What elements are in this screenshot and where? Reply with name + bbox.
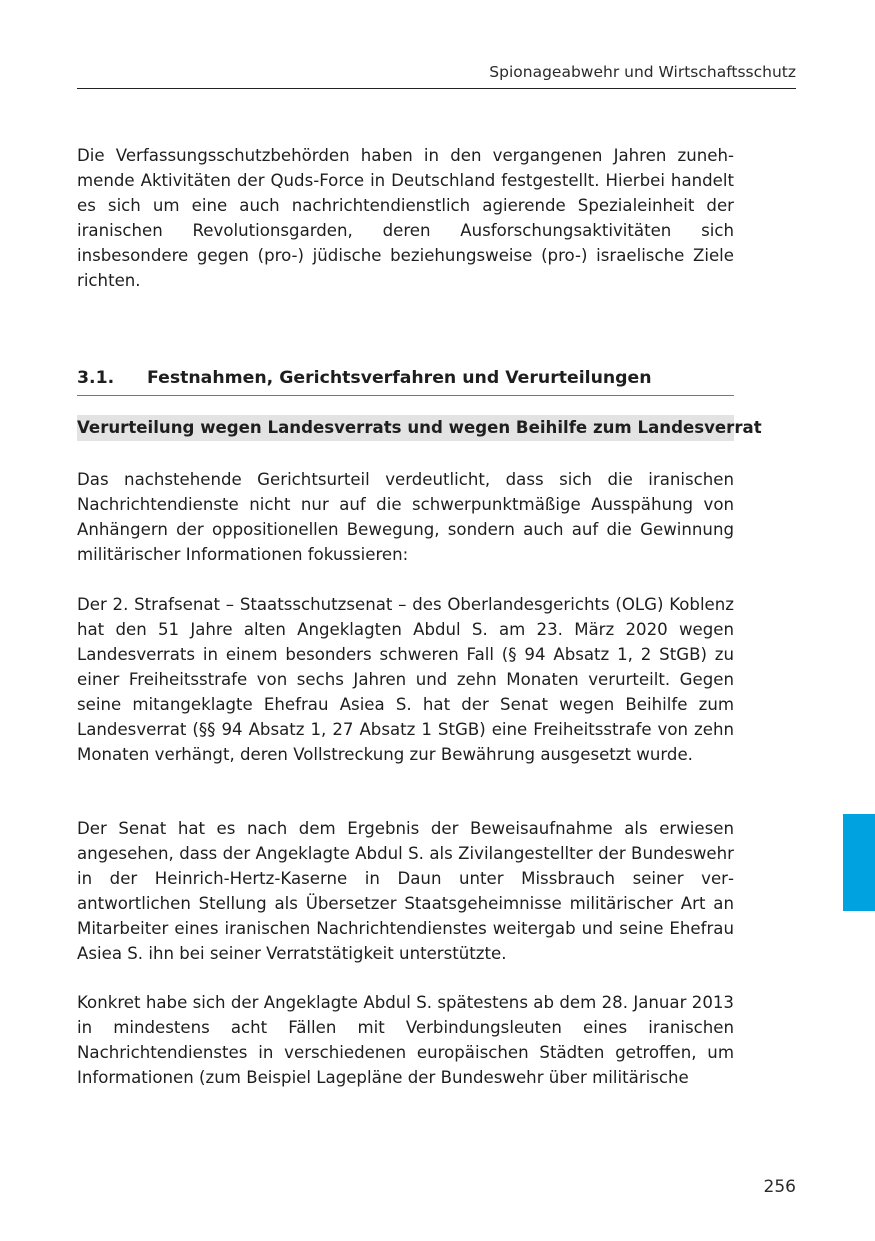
body-paragraph-4: Konkret habe sich der Angeklagte Abdul S. spätestens ab dem 28. Januar 2013 in mindestens acht Fällen mit Verbindungsleuten eines iranischen Nachrichtendienstes in verschiedenen europäischen Städten getroffen, um Informationen (zum Beispiel Lagepläne der Bundeswehr über militärische (77, 993, 734, 1087)
section-title: Festnahmen, Gerichtsverfahren und Verurteilungen (147, 368, 652, 388)
intro-paragraph: Die Verfassungsschutzbehörden haben in den vergangenen Jahren zunehmende Aktivitäten der Quds-Force in Deutschland festgestellt. Hierbei handelt es sich um eine auch nachrichtendienstlich agierende Spezialeinheit der iranischen Revolutionsgarden, deren Ausforschungsaktivitäten sich insbesondere gegen (pro-) jüdische beziehungsweise (pro-) israelische Ziele richten. (77, 146, 734, 290)
section-number: 3.1. (77, 368, 115, 388)
section-heading (77, 365, 734, 396)
header-rule (77, 88, 796, 89)
body-paragraph-3: Der Senat hat es nach dem Ergebnis der Beweisaufnahme als erwiesen angesehen, dass der Angeklagte Abdul S. als Zivilangestellter der Bundeswehr in der Heinrich-Hertz-Kaserne in Daun unter Missbrauch seiner verantwortlichen Stellung als Übersetzer Staatsgeheimnisse militärischer Art an Mitarbeiter eines iranischen Nachrichtendienstes weitergab und seine Ehefrau Asiea S. ihn bei seiner Verratstätigkeit unterstützte. (77, 819, 734, 963)
page-number: 256 (763, 1177, 796, 1197)
running-header: Spionageabwehr und Wirtschaftsschutz (489, 63, 796, 81)
body-paragraph-2: Der 2. Strafsenat – Staatsschutzsenat – des Oberlandesgerichts (OLG) Koblenz hat den 51 Jahre alten Angeklagten Abdul S. am 23. März 2020 wegen Landesverrats in einem besonders schweren Fall (§ 94 Absatz 1, 2 StGB) zu einer Freiheitsstrafe von sechs Jahren und zehn Monaten verurteilt. Gegen seine mitangeklagte Ehefrau Asiea S. hat der Senat wegen Beihilfe zum Landesverrat (§§ 94 Absatz 1, 27 Absatz 1 StGB) eine Freiheitsstrafe von zehn Monaten verhängt, deren Vollstreckung zur Bewährung ausgesetzt wurde. (77, 595, 734, 764)
chapter-side-tab (843, 814, 875, 911)
subheading: Verurteilung wegen Landesverrats und wegen Beihilfe zum Landesverrat (77, 415, 734, 441)
body-paragraph-1: Das nachstehende Gerichtsurteil verdeutlicht, dass sich die iranischen Nachrichtendienste nicht nur auf die schwerpunktmäßige Ausspähung von Anhängern der oppositionellen Bewegung, sondern auch auf die Gewinnung militärischer Informationen fokussieren: (77, 470, 734, 564)
